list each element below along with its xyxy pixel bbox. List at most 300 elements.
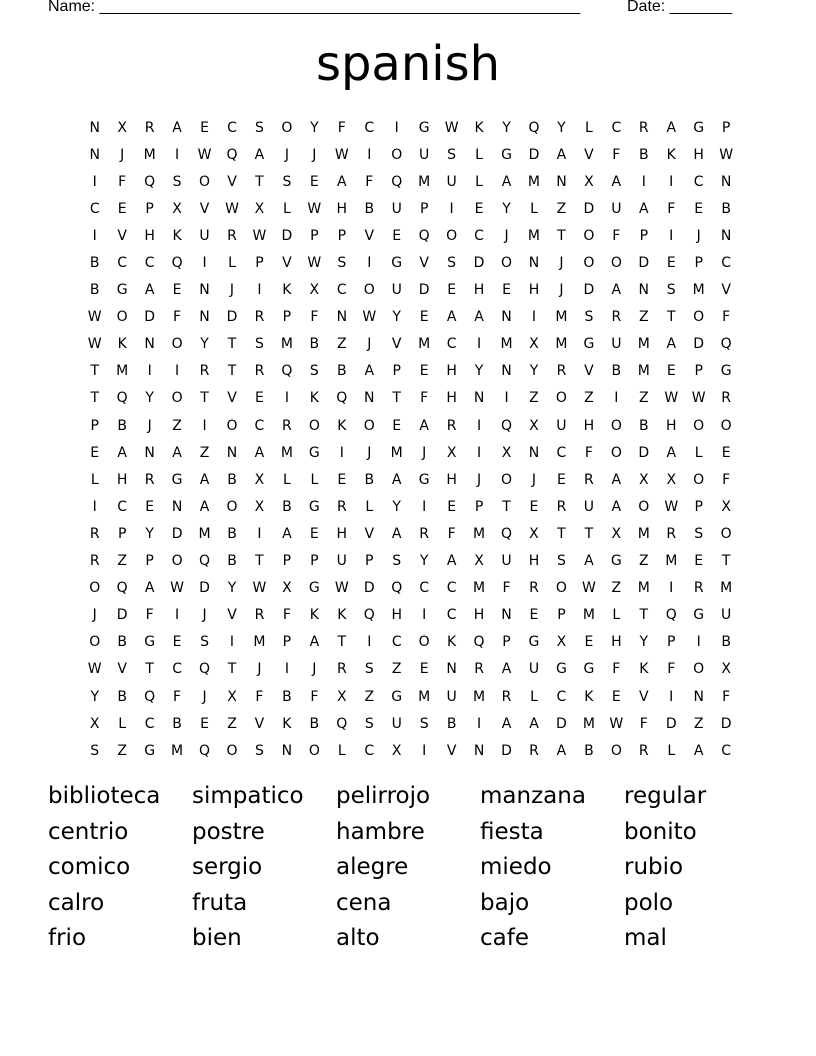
- grid-letter: N: [281, 742, 293, 759]
- grid-letter: O: [226, 742, 238, 759]
- grid-letter: B: [337, 363, 347, 380]
- grid-row: [81, 277, 740, 304]
- grid-letter: Z: [117, 742, 127, 759]
- grid-letter: I: [147, 363, 152, 380]
- grid-letter: I: [504, 390, 509, 407]
- grid-row: [81, 222, 740, 249]
- grid-letter: Q: [199, 742, 211, 759]
- grid-letter: S: [694, 525, 704, 542]
- grid-letter: M: [637, 336, 650, 353]
- grid-letter: S: [447, 255, 457, 272]
- grid-row: [81, 114, 740, 141]
- grid-letter: D: [528, 146, 540, 163]
- word-bank-item: fruta: [192, 889, 248, 916]
- grid-letter: B: [89, 255, 100, 272]
- grid-letter: D: [556, 715, 567, 732]
- grid-letter: T: [666, 309, 676, 326]
- grid-letter: Q: [199, 553, 211, 570]
- grid-letter: Y: [474, 363, 484, 380]
- grid-letter: A: [584, 553, 594, 570]
- grid-letter: I: [477, 715, 482, 732]
- grid-letter: O: [693, 309, 705, 326]
- grid-letter: T: [145, 661, 154, 678]
- grid-letter: I: [202, 255, 207, 272]
- grid-letter: Q: [336, 715, 348, 732]
- grid-letter: O: [171, 553, 183, 570]
- grid-letter: Q: [199, 661, 211, 678]
- grid-letter: C: [693, 173, 704, 190]
- grid-letter: W: [252, 580, 267, 597]
- grid-letter: L: [584, 119, 593, 136]
- grid-letter: C: [117, 498, 128, 515]
- grid-letter: Q: [391, 580, 403, 597]
- grid-letter: Y: [90, 688, 99, 705]
- grid-letter: M: [665, 553, 678, 570]
- grid-row: [81, 493, 740, 520]
- grid-letter: Z: [172, 417, 182, 434]
- grid-letter: Z: [693, 715, 704, 732]
- grid-letter: A: [611, 471, 622, 488]
- grid-letter: E: [337, 471, 347, 488]
- grid-letter: I: [257, 525, 262, 542]
- grid-letter: I: [669, 580, 674, 597]
- grid-letter: O: [308, 417, 320, 434]
- grid-letter: N: [336, 309, 348, 326]
- grid-letter: F: [612, 227, 621, 244]
- word-bank-item: fiesta: [480, 818, 544, 845]
- grid-letter: E: [145, 498, 155, 515]
- grid-letter: S: [447, 146, 457, 163]
- grid-letter: R: [144, 471, 155, 488]
- word-bank-item: cena: [336, 889, 392, 916]
- grid-letter: I: [477, 417, 482, 434]
- grid-letter: A: [501, 661, 512, 678]
- grid-letter: W: [307, 200, 322, 217]
- grid-letter: J: [422, 444, 427, 461]
- grid-letter: L: [612, 607, 621, 624]
- grid-letter: J: [367, 336, 372, 353]
- grid-letter: M: [418, 688, 431, 705]
- name-blank[interactable]: ______________________________________________________: [99, 0, 581, 15]
- grid-letter: Y: [200, 336, 209, 353]
- grid-letter: B: [117, 417, 127, 434]
- grid-letter: J: [504, 227, 509, 244]
- grid-letter: A: [501, 715, 512, 732]
- word-bank-item: bien: [192, 925, 242, 951]
- grid-letter: U: [528, 661, 540, 678]
- grid-letter: W: [691, 390, 706, 407]
- grid-letter: E: [419, 309, 429, 326]
- grid-letter: Q: [501, 417, 513, 434]
- grid-row: [81, 249, 740, 276]
- grid-letter: N: [528, 255, 540, 272]
- grid-letter: O: [363, 282, 375, 299]
- grid-letter: Q: [144, 173, 156, 190]
- grid-letter: G: [418, 471, 430, 488]
- grid-letter: P: [392, 363, 401, 380]
- grid-row: [81, 331, 740, 358]
- grid-letter: Y: [145, 390, 154, 407]
- grid-letter: F: [173, 688, 182, 705]
- grid-letter: P: [365, 553, 374, 570]
- grid-letter: V: [227, 390, 237, 407]
- grid-letter: M: [582, 715, 595, 732]
- grid-letter: R: [474, 661, 484, 678]
- grid-letter: U: [446, 688, 457, 705]
- grid-letter: D: [665, 715, 677, 732]
- grid-letter: G: [171, 471, 183, 488]
- grid-letter: Z: [529, 390, 539, 407]
- word-bank-item: bajo: [480, 889, 530, 916]
- grid-letter: R: [199, 363, 210, 380]
- grid-letter: E: [529, 498, 539, 515]
- grid-letter: O: [610, 444, 622, 461]
- grid-letter: V: [639, 688, 649, 705]
- grid-letter: N: [144, 444, 155, 461]
- grid-letter: U: [611, 336, 622, 353]
- grid-letter: I: [531, 309, 537, 326]
- grid-letter: V: [391, 336, 402, 353]
- grid-letter: T: [200, 390, 209, 407]
- grid-letter: X: [721, 661, 731, 678]
- grid-letter: F: [667, 661, 676, 678]
- grid-letter: X: [584, 173, 594, 190]
- grid-letter: C: [89, 200, 100, 217]
- grid-letter: B: [638, 146, 649, 163]
- grid-letter: W: [664, 390, 679, 407]
- grid-letter: E: [666, 363, 676, 380]
- word-bank-item: cafe: [480, 925, 529, 951]
- grid-letter: M: [116, 363, 129, 380]
- grid-letter: J: [147, 417, 152, 434]
- grid-letter: W: [581, 580, 596, 597]
- grid-letter: G: [308, 498, 320, 515]
- grid-letter: V: [419, 255, 429, 272]
- word-bank-item: sergio: [192, 854, 263, 880]
- grid-letter: E: [447, 498, 457, 515]
- grid-letter: M: [692, 282, 705, 299]
- grid-letter: O: [89, 580, 101, 597]
- grid-letter: X: [117, 119, 127, 136]
- word-bank-item: alto: [336, 925, 380, 951]
- grid-letter: A: [199, 471, 210, 488]
- grid-letter: R: [501, 688, 512, 705]
- word-bank-item: frio: [48, 925, 87, 951]
- word-bank-item: comico: [48, 854, 131, 880]
- grid-letter: R: [721, 390, 732, 407]
- grid-letter: G: [308, 444, 320, 461]
- grid-letter: I: [175, 607, 180, 624]
- grid-letter: J: [120, 146, 125, 163]
- grid-letter: T: [90, 363, 99, 380]
- grid-letter: V: [364, 227, 375, 244]
- grid-letter: F: [118, 173, 127, 190]
- grid-letter: I: [422, 742, 427, 759]
- grid-letter: A: [172, 119, 182, 136]
- grid-letter: W: [225, 200, 239, 217]
- grid-letter: M: [253, 634, 266, 651]
- grid-letter: X: [474, 553, 484, 570]
- grid-letter: I: [614, 390, 619, 407]
- grid-letter: J: [284, 146, 289, 163]
- grid-letter: Z: [638, 553, 649, 570]
- grid-letter: A: [199, 498, 210, 515]
- grid-letter: S: [90, 742, 100, 759]
- grid-letter: L: [530, 200, 538, 217]
- grid-letter: C: [144, 255, 155, 272]
- grid-letter: W: [197, 146, 212, 163]
- grid-letter: J: [92, 607, 97, 624]
- grid-letter: I: [394, 119, 399, 136]
- grid-row: [81, 385, 740, 412]
- grid-letter: N: [720, 227, 732, 244]
- grid-letter: F: [584, 444, 593, 461]
- grid-letter: B: [117, 688, 127, 705]
- grid-letter: E: [557, 471, 566, 488]
- grid-letter: O: [116, 309, 128, 326]
- grid-letter: B: [89, 282, 100, 299]
- grid-letter: C: [227, 119, 237, 136]
- word-bank-item: mal: [624, 925, 667, 951]
- grid-letter: B: [227, 553, 237, 570]
- grid-letter: R: [254, 607, 265, 624]
- grid-letter: N: [171, 498, 183, 515]
- grid-letter: L: [530, 688, 538, 705]
- grid-letter: O: [693, 417, 705, 434]
- grid-letter: F: [722, 688, 731, 705]
- grid-letter: Y: [502, 119, 511, 136]
- grid-letter: A: [254, 146, 265, 163]
- grid-letter: W: [252, 227, 267, 244]
- grid-letter: H: [391, 607, 402, 624]
- grid-letter: G: [556, 661, 567, 678]
- grid-letter: V: [117, 227, 127, 244]
- grid-letter: G: [144, 634, 156, 651]
- grid-letter: A: [639, 200, 649, 217]
- grid-letter: M: [473, 688, 486, 705]
- grid-letter: N: [89, 146, 100, 163]
- grid-letter: E: [117, 200, 127, 217]
- grid-letter: P: [310, 227, 319, 244]
- grid-row: [81, 304, 740, 331]
- grid-letter: X: [172, 200, 182, 217]
- grid-letter: B: [364, 471, 375, 488]
- grid-letter: J: [559, 282, 564, 299]
- grid-letter: B: [227, 471, 237, 488]
- grid-letter: P: [474, 498, 484, 515]
- grid-letter: T: [584, 525, 594, 542]
- grid-letter: K: [172, 227, 182, 244]
- grid-letter: D: [226, 309, 238, 326]
- grid-letter: X: [529, 336, 539, 353]
- grid-letter: A: [391, 525, 402, 542]
- grid-letter: Q: [226, 146, 238, 163]
- grid-letter: I: [669, 227, 674, 244]
- grid-letter: J: [312, 146, 317, 163]
- grid-letter: I: [339, 444, 344, 461]
- grid-letter: A: [337, 173, 347, 190]
- grid-letter: C: [721, 255, 732, 272]
- word-bank-item: manzana: [480, 783, 586, 809]
- word-bank: [48, 779, 768, 957]
- grid-letter: M: [500, 336, 513, 353]
- grid-letter: S: [309, 363, 319, 380]
- page-title: spanish: [315, 36, 501, 92]
- grid-letter: I: [669, 688, 674, 705]
- grid-letter: M: [582, 607, 595, 624]
- grid-letter: I: [257, 282, 262, 299]
- grid-letter: P: [90, 417, 99, 434]
- grid-letter: O: [555, 390, 567, 407]
- grid-letter: I: [284, 661, 289, 678]
- grid-letter: C: [556, 444, 567, 461]
- grid-letter: S: [364, 715, 374, 732]
- grid-letter: H: [144, 227, 155, 244]
- word-bank-item: biblioteca: [48, 783, 161, 809]
- grid-letter: D: [281, 227, 293, 244]
- grid-letter: I: [229, 634, 235, 651]
- grid-letter: I: [669, 173, 674, 190]
- grid-letter: A: [364, 363, 375, 380]
- grid-letter: I: [92, 173, 97, 190]
- grid-letter: S: [419, 715, 429, 732]
- grid-letter: A: [666, 336, 677, 353]
- grid-letter: Y: [310, 119, 319, 136]
- grid-letter: N: [89, 119, 100, 136]
- grid-letter: Y: [392, 498, 401, 515]
- grid-letter: Y: [502, 200, 511, 217]
- grid-letter: C: [391, 634, 402, 651]
- grid-letter: I: [175, 146, 180, 163]
- grid-letter: O: [171, 390, 183, 407]
- grid-letter: N: [364, 390, 375, 407]
- grid-letter: E: [419, 661, 429, 678]
- grid-letter: P: [639, 227, 649, 244]
- grid-letter: Q: [116, 390, 128, 407]
- grid-letter: X: [309, 282, 320, 299]
- grid-letter: E: [474, 200, 484, 217]
- grid-letter: R: [611, 309, 622, 326]
- grid-letter: D: [473, 255, 485, 272]
- grid-letter: J: [559, 255, 564, 272]
- word-bank-item: hambre: [336, 818, 425, 845]
- grid-letter: C: [474, 227, 484, 244]
- grid-letter: F: [722, 309, 731, 326]
- word-bank-item: postre: [192, 818, 265, 845]
- date-line: [627, 0, 732, 17]
- grid-letter: P: [282, 553, 292, 570]
- grid-letter: M: [720, 580, 733, 597]
- grid-letter: W: [87, 661, 102, 678]
- grid-letter: L: [118, 715, 127, 732]
- grid-letter: N: [501, 309, 512, 326]
- grid-letter: I: [477, 336, 482, 353]
- grid-letter: Q: [336, 390, 348, 407]
- grid-letter: N: [473, 742, 485, 759]
- grid-letter: W: [170, 580, 184, 597]
- grid-letter: E: [309, 173, 319, 190]
- grid-letter: R: [666, 525, 677, 542]
- grid-letter: M: [527, 227, 541, 244]
- name-line: [48, 0, 580, 17]
- grid-letter: R: [254, 309, 265, 326]
- grid-letter: D: [720, 715, 732, 732]
- grid-letter: B: [721, 200, 731, 217]
- grid-letter: F: [502, 580, 511, 597]
- grid-letter: J: [257, 661, 262, 678]
- grid-letter: O: [501, 255, 513, 272]
- grid-letter: J: [477, 471, 482, 488]
- grid-letter: O: [89, 634, 101, 651]
- grid-letter: I: [175, 363, 180, 380]
- grid-letter: Q: [418, 227, 430, 244]
- grid-letter: U: [419, 146, 430, 163]
- grid-letter: U: [391, 200, 402, 217]
- grid-letter: K: [309, 390, 319, 407]
- grid-letter: C: [254, 417, 265, 434]
- grid-letter: Z: [227, 715, 237, 732]
- grid-letter: C: [556, 688, 567, 705]
- grid-letter: F: [145, 607, 154, 624]
- grid-letter: E: [529, 607, 539, 624]
- grid-letter: I: [641, 173, 646, 190]
- grid-letter: L: [365, 498, 374, 515]
- grid-letter: B: [117, 634, 127, 651]
- grid-letter: O: [446, 227, 458, 244]
- grid-letter: S: [364, 661, 374, 678]
- date-blank[interactable]: _______: [669, 0, 732, 15]
- grid-letter: X: [89, 715, 100, 732]
- grid-letter: D: [116, 607, 128, 624]
- grid-letter: K: [282, 282, 292, 299]
- grid-letter: U: [583, 498, 594, 515]
- grid-letter: R: [446, 417, 457, 434]
- grid-letter: H: [336, 525, 348, 542]
- grid-letter: H: [611, 634, 622, 651]
- grid-letter: O: [363, 417, 375, 434]
- grid-letter: S: [337, 255, 347, 272]
- grid-letter: J: [229, 282, 235, 299]
- word-bank-item: rubio: [624, 854, 684, 880]
- grid-letter: X: [254, 498, 265, 515]
- grid-letter: P: [282, 634, 292, 651]
- grid-letter: O: [693, 661, 705, 678]
- grid-letter: D: [363, 580, 375, 597]
- grid-letter: F: [337, 119, 346, 136]
- grid-letter: F: [639, 715, 648, 732]
- grid-letter: H: [446, 363, 457, 380]
- grid-letter: X: [638, 471, 649, 488]
- grid-letter: A: [556, 742, 567, 759]
- grid-letter: A: [419, 417, 429, 434]
- grid-letter: G: [116, 282, 128, 299]
- grid-letter: W: [334, 146, 349, 163]
- grid-letter: B: [446, 715, 457, 732]
- grid-letter: O: [501, 471, 513, 488]
- grid-letter: T: [337, 634, 347, 651]
- grid-letter: W: [87, 309, 102, 326]
- grid-letter: Q: [171, 255, 183, 272]
- grid-letter: E: [172, 634, 182, 651]
- word-search-grid: [81, 114, 740, 764]
- grid-letter: G: [391, 255, 403, 272]
- grid-row: [81, 602, 740, 629]
- grid-letter: W: [719, 146, 734, 163]
- grid-letter: Q: [144, 688, 156, 705]
- grid-letter: W: [334, 580, 349, 597]
- grid-letter: M: [555, 309, 568, 326]
- grid-letter: M: [280, 336, 293, 353]
